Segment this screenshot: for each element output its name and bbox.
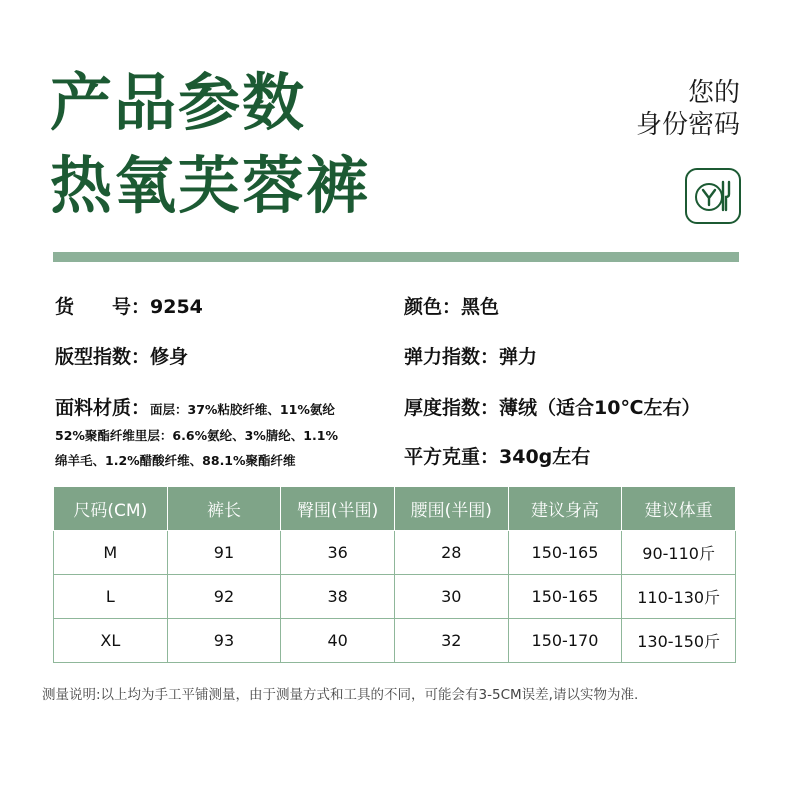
table-row bbox=[54, 531, 736, 575]
spec-item-no-label: 货 号： bbox=[55, 296, 151, 318]
slogan-line1: 您的 bbox=[687, 78, 740, 108]
spec-item-no-value: 9254 bbox=[150, 296, 203, 318]
table-cell: XL bbox=[54, 619, 168, 663]
size-table-header: 建议身高 bbox=[508, 487, 622, 531]
table-cell: 30 bbox=[394, 575, 508, 619]
spec-material-line3: 绵羊毛、1.2%醋酸纤维、88.1%聚酯纤维 bbox=[55, 453, 296, 468]
spec-material-line1: 面层：37%粘胶纤维、11%氨纶 bbox=[150, 402, 335, 417]
spec-thickness-value: 薄绒（适合10℃左右） bbox=[499, 397, 701, 419]
header-divider bbox=[53, 252, 739, 262]
spec-elastic bbox=[404, 348, 537, 367]
measurement-note: 测量说明:以上均为手工平铺测量，由于测量方式和工具的不同，可能会有3-5CM误差,请以实物为准. bbox=[42, 687, 639, 703]
table-cell: 93 bbox=[167, 619, 281, 663]
spec-color bbox=[404, 298, 499, 317]
size-table bbox=[53, 486, 736, 663]
spec-elastic-label: 弹力指数： bbox=[404, 346, 500, 368]
spec-weight-value: 340g左右 bbox=[499, 446, 591, 468]
table-cell: 91 bbox=[167, 531, 281, 575]
table-cell: 150-170 bbox=[508, 619, 622, 663]
size-table-header: 臀围(半围) bbox=[281, 487, 395, 531]
table-cell: 28 bbox=[394, 531, 508, 575]
spec-elastic-value: 弹力 bbox=[499, 346, 538, 368]
brand-logo-icon bbox=[685, 168, 741, 224]
spec-thickness-label: 厚度指数： bbox=[404, 397, 500, 419]
table-row bbox=[54, 619, 736, 663]
size-table-header: 建议体重 bbox=[622, 487, 736, 531]
spec-thickness bbox=[404, 399, 700, 418]
table-cell: 90-110斤 bbox=[622, 531, 736, 575]
size-table-header: 腰围(半围) bbox=[394, 487, 508, 531]
table-cell: 32 bbox=[394, 619, 508, 663]
page-title-line1: 产品参数 bbox=[50, 66, 307, 139]
spec-fit-value: 修身 bbox=[150, 346, 189, 368]
table-cell: 40 bbox=[281, 619, 395, 663]
spec-weight-label: 平方克重： bbox=[404, 446, 500, 468]
spec-material bbox=[55, 399, 335, 418]
table-cell: 110-130斤 bbox=[622, 575, 736, 619]
size-table-header: 裤长 bbox=[167, 487, 281, 531]
table-cell: 38 bbox=[281, 575, 395, 619]
table-cell: 150-165 bbox=[508, 531, 622, 575]
spec-fit-label: 版型指数： bbox=[55, 346, 151, 368]
spec-item-no bbox=[55, 298, 203, 317]
spec-color-label: 颜色： bbox=[404, 296, 462, 318]
spec-material-label: 面料材质： bbox=[55, 397, 151, 419]
spec-fit bbox=[55, 348, 188, 367]
spec-weight bbox=[404, 448, 590, 467]
table-cell: 150-165 bbox=[508, 575, 622, 619]
spec-material-line2: 52%聚酯纤维里层：6.6%氨纶、3%腈纶、1.1% bbox=[55, 428, 338, 443]
spec-color-value: 黑色 bbox=[461, 296, 500, 318]
table-cell: 92 bbox=[167, 575, 281, 619]
table-cell: 36 bbox=[281, 531, 395, 575]
table-cell: 130-150斤 bbox=[622, 619, 736, 663]
size-table-header: 尺码(CM) bbox=[54, 487, 168, 531]
table-cell: L bbox=[54, 575, 168, 619]
slogan-line2: 身份密码 bbox=[635, 110, 740, 140]
table-cell: M bbox=[54, 531, 168, 575]
product-name-title: 热氧芙蓉裤 bbox=[50, 149, 371, 222]
table-row bbox=[54, 575, 736, 619]
size-table-header-row bbox=[54, 487, 736, 531]
